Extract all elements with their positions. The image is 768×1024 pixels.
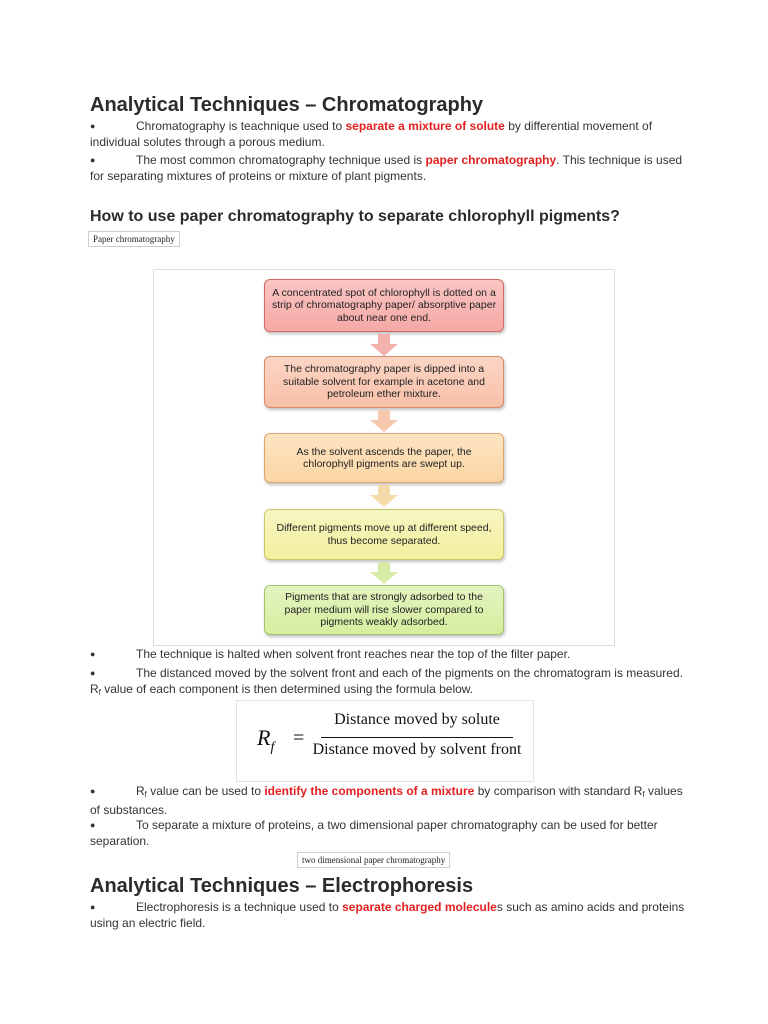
down-arrow-icon bbox=[370, 562, 398, 584]
paragraph-paper-chromatography: ● The most common chromatography technique used is paper chromatography. This technique is used for separating mixtures of proteins or mixture of plant pigments. bbox=[90, 153, 683, 183]
flowchart-step-4: Different pigments move up at different speed, thus become separated. bbox=[264, 509, 504, 560]
image-caption-two-dimensional: two dimensional paper chromatography bbox=[297, 852, 450, 868]
page-title: Analytical Techniques – Chromatography bbox=[90, 94, 484, 116]
bullet-icon: ● bbox=[90, 649, 96, 659]
fraction-bar bbox=[321, 737, 513, 738]
paragraph-electrophoresis: ● Electrophoresis is a technique used to separate charged molecules such as amino acids and proteins using an electric field. bbox=[90, 900, 685, 930]
flowchart-step-5: Pigments that are strongly adsorbed to the paper medium will rise slower compared to pigments weakly adsorbed. bbox=[264, 585, 504, 635]
formula-lhs: $R_f$ bbox=[257, 725, 275, 755]
image-caption-paper-chromatography: Paper chromatography bbox=[88, 231, 180, 247]
rf-formula bbox=[236, 700, 534, 782]
bullet-icon: ● bbox=[90, 902, 96, 912]
bullet-icon: ● bbox=[90, 155, 96, 165]
paragraph-two-dimensional: ● To separate a mixture of proteins, a two dimensional paper chromatography can be used for better separation. bbox=[90, 818, 658, 848]
bullet-icon: ● bbox=[90, 668, 96, 678]
down-arrow-icon bbox=[370, 410, 398, 432]
flowchart-step-2: The chromatography paper is dipped into a suitable solvent for example in acetone and petroleum ether mixture. bbox=[264, 356, 504, 408]
section-subheading: How to use paper chromatography to separate chlorophyll pigments? bbox=[90, 208, 620, 225]
section-title-electrophoresis: Analytical Techniques – Electrophoresis bbox=[90, 875, 474, 897]
flowchart-figure bbox=[153, 269, 615, 646]
highlight-text: separate a mixture of solute bbox=[345, 119, 505, 133]
highlight-text: paper chromatography bbox=[425, 153, 557, 167]
flowchart-step-1: A concentrated spot of chlorophyll is dotted on a strip of chromatography paper/ absorptive paper about near one end. bbox=[264, 279, 504, 332]
paragraph-distance-measured: ● The distanced moved by the solvent front and each of the pigments on the chromatogram is measured. $R_f$ value of each component is then determined using the formula below. bbox=[90, 666, 683, 697]
bullet-icon: ● bbox=[90, 820, 96, 830]
paragraph-technique-halted: ● The technique is halted when solvent front reaches near the top of the filter paper. bbox=[90, 647, 571, 661]
formula-denominator: Distance moved by solvent front bbox=[312, 741, 522, 758]
paragraph-rf-identify: ● $R_f$ value can be used to identify the components of a mixture by comparison with standard $R_f$ values of substances. bbox=[90, 784, 683, 817]
formula-numerator: Distance moved by solute bbox=[334, 711, 500, 728]
down-arrow-icon bbox=[370, 334, 398, 356]
bullet-icon: ● bbox=[90, 786, 96, 796]
highlight-text: identify the components of a mixture bbox=[264, 784, 475, 798]
paragraph-chromatography-definition: ● Chromatography is teachnique used to separate a mixture of solute by differential movement of individual solutes through a porous medium. bbox=[90, 119, 653, 149]
formula-equals: = bbox=[293, 727, 305, 749]
flowchart-step-3: As the solvent ascends the paper, the chlorophyll pigments are swept up. bbox=[264, 433, 504, 483]
bullet-icon: ● bbox=[90, 121, 96, 131]
down-arrow-icon bbox=[370, 485, 398, 507]
highlight-text: separate charged molecule bbox=[342, 900, 497, 914]
